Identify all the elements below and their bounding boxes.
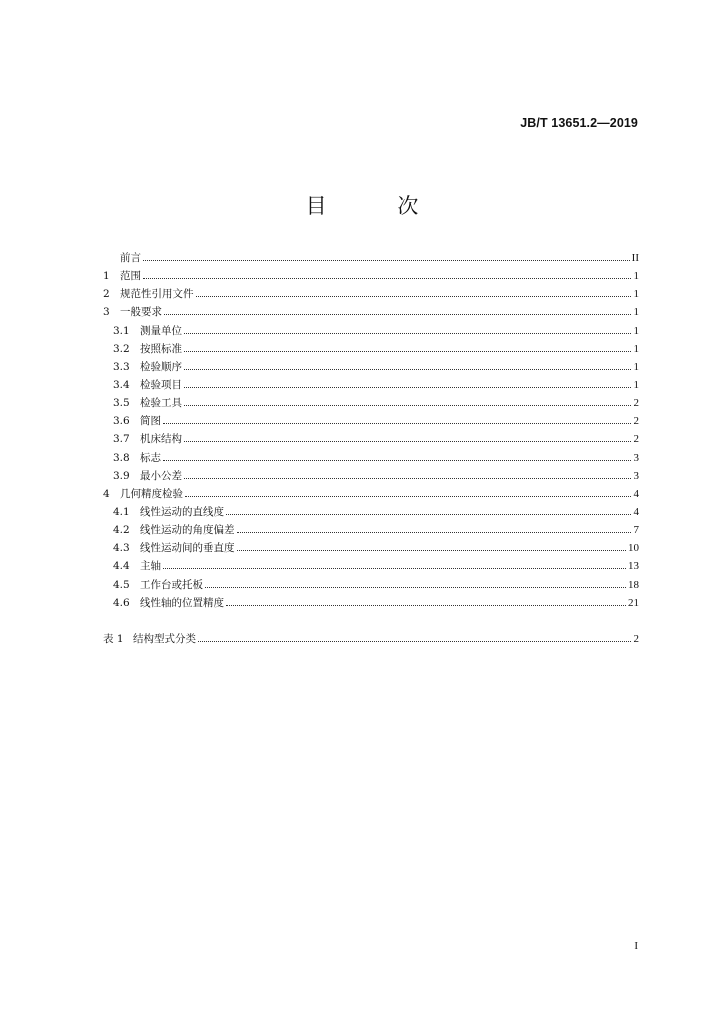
- toc-entry-page: 13: [628, 560, 639, 573]
- toc-dot-leader: [205, 587, 626, 588]
- toc-entry-number: 3.7: [113, 433, 130, 446]
- toc-dot-leader: [198, 641, 631, 642]
- toc-dot-leader: [163, 423, 631, 424]
- toc-entry-page: 4: [633, 505, 639, 518]
- toc-entry-page: 21: [628, 596, 639, 609]
- toc-entry-page: 3: [633, 451, 639, 464]
- toc-entry-number: 1: [103, 270, 110, 283]
- toc-dot-leader: [184, 478, 631, 479]
- toc-entry-title: 测量单位: [140, 324, 182, 337]
- toc-entry-number: 表 1: [103, 632, 124, 645]
- toc-entry-number: 3.4: [113, 378, 130, 391]
- toc-entry[interactable]: [103, 267, 639, 285]
- toc-entry-number: 4.3: [113, 542, 130, 555]
- toc-entry-title: 主轴: [140, 560, 161, 573]
- toc-dot-leader: [164, 314, 631, 315]
- toc-entry-page: 2: [633, 433, 639, 446]
- toc-entry-title: 检验工具: [140, 397, 182, 410]
- toc-dot-leader: [226, 514, 631, 515]
- toc-entry[interactable]: [103, 285, 639, 303]
- toc-entry[interactable]: [103, 322, 639, 340]
- toc-title: 目 次: [305, 194, 451, 218]
- toc-entry-page: 1: [633, 360, 639, 373]
- toc-entry-title: 结构型式分类: [133, 632, 196, 645]
- toc-entry-title: 最小公差: [140, 469, 182, 482]
- toc-entry-number: 4.5: [113, 578, 130, 591]
- toc-entry-number: 3.3: [113, 360, 130, 373]
- toc-entry-title: 标志: [140, 451, 161, 464]
- toc-entry-title: 范围: [120, 270, 141, 283]
- toc-entry-title: 检验顺序: [140, 360, 182, 373]
- toc-entry[interactable]: [103, 521, 639, 539]
- toc-entry-page: 2: [633, 632, 639, 645]
- toc-entry[interactable]: [103, 449, 639, 467]
- toc-entry-title: 按照标准: [140, 342, 182, 355]
- toc-dot-leader: [143, 260, 630, 261]
- toc-entry-number: 4.1: [113, 505, 130, 518]
- toc-entry-page: 1: [633, 288, 639, 301]
- toc-entry[interactable]: [103, 394, 639, 412]
- toc-dot-leader: [184, 351, 631, 352]
- toc-entry-number: 3.2: [113, 342, 130, 355]
- toc-dot-leader: [196, 296, 632, 297]
- toc-entry[interactable]: [103, 467, 639, 485]
- toc-entry-title: 检验项目: [140, 378, 182, 391]
- toc-entry-number: 2: [103, 288, 110, 301]
- toc-entry-title: 一般要求: [120, 306, 162, 319]
- toc-entry[interactable]: [103, 557, 639, 575]
- toc-dot-leader: [184, 369, 631, 370]
- toc-entry-page: 4: [633, 487, 639, 500]
- toc-entry-title: 线性运动的直线度: [140, 505, 224, 518]
- toc-entry-page: 3: [633, 469, 639, 482]
- toc-entry-number: 4.6: [113, 596, 130, 609]
- toc-entry-title: 前言: [120, 252, 141, 264]
- toc-entry-number: 3.8: [113, 451, 130, 464]
- toc-entry-number: 3.1: [113, 324, 130, 337]
- toc-entry[interactable]: [103, 539, 639, 557]
- toc-entry-page: 2: [633, 397, 639, 410]
- toc-entry-page: 1: [633, 270, 639, 283]
- toc-entry[interactable]: [103, 485, 639, 503]
- toc-entry[interactable]: [103, 340, 639, 358]
- toc-dot-leader: [226, 605, 626, 606]
- toc-entry-title: 规范性引用文件: [120, 288, 194, 301]
- toc-entry-page: 1: [633, 306, 639, 319]
- toc-entry-number: 4: [103, 487, 110, 500]
- toc-entry-page: 1: [633, 342, 639, 355]
- toc-entry-title: 线性运动的角度偏差: [140, 524, 235, 537]
- toc-entry-title: 工作台或托板: [140, 578, 203, 591]
- toc-entry-page: 7: [633, 524, 639, 537]
- page-number: I: [634, 940, 638, 952]
- toc-entry[interactable]: [103, 576, 639, 594]
- toc-entry-page: 1: [633, 324, 639, 337]
- toc-entry[interactable]: [103, 430, 639, 448]
- toc-dot-leader: [143, 278, 631, 279]
- toc-entry[interactable]: [103, 376, 639, 394]
- toc-entry-number: 4.2: [113, 524, 130, 537]
- toc-entry-title: 简图: [140, 415, 161, 428]
- toc-table-entry[interactable]: [103, 630, 639, 648]
- toc-entry-page: 10: [628, 542, 639, 555]
- toc-dot-leader: [185, 496, 631, 497]
- toc-dot-leader: [237, 550, 627, 551]
- toc-entry-number: 3.6: [113, 415, 130, 428]
- toc-dot-leader: [184, 441, 631, 442]
- toc-dot-leader: [184, 333, 631, 334]
- toc-entry-number: 4.4: [113, 560, 130, 573]
- toc-dot-leader: [163, 460, 631, 461]
- toc-entry-number: 3.9: [113, 469, 130, 482]
- toc-dot-leader: [237, 532, 632, 533]
- toc-entry[interactable]: [103, 412, 639, 430]
- toc-entry-number: 3.5: [113, 397, 130, 410]
- toc-entry[interactable]: [103, 594, 639, 612]
- toc-dot-leader: [184, 405, 631, 406]
- toc-entry-title: 机床结构: [140, 433, 182, 446]
- toc-entry-page: 18: [628, 578, 639, 591]
- toc-dot-leader: [163, 568, 626, 569]
- toc-entry[interactable]: [103, 249, 639, 267]
- toc-entry-title: 线性运动间的垂直度: [140, 542, 235, 555]
- toc-entry-number: 3: [103, 306, 110, 319]
- toc-entry-page: 2: [633, 415, 639, 428]
- toc-dot-leader: [184, 387, 631, 388]
- toc-entry-page: 1: [633, 378, 639, 391]
- toc-entry-page: II: [631, 252, 639, 264]
- document-code: JB/T 13651.2—2019: [520, 116, 638, 130]
- toc-entry[interactable]: [103, 503, 639, 521]
- toc-entry-title: 几何精度检验: [120, 487, 183, 500]
- toc-entry-title: 线性轴的位置精度: [140, 596, 224, 609]
- table-of-contents: [103, 249, 639, 648]
- toc-entry[interactable]: [103, 303, 639, 321]
- toc-entry[interactable]: [103, 358, 639, 376]
